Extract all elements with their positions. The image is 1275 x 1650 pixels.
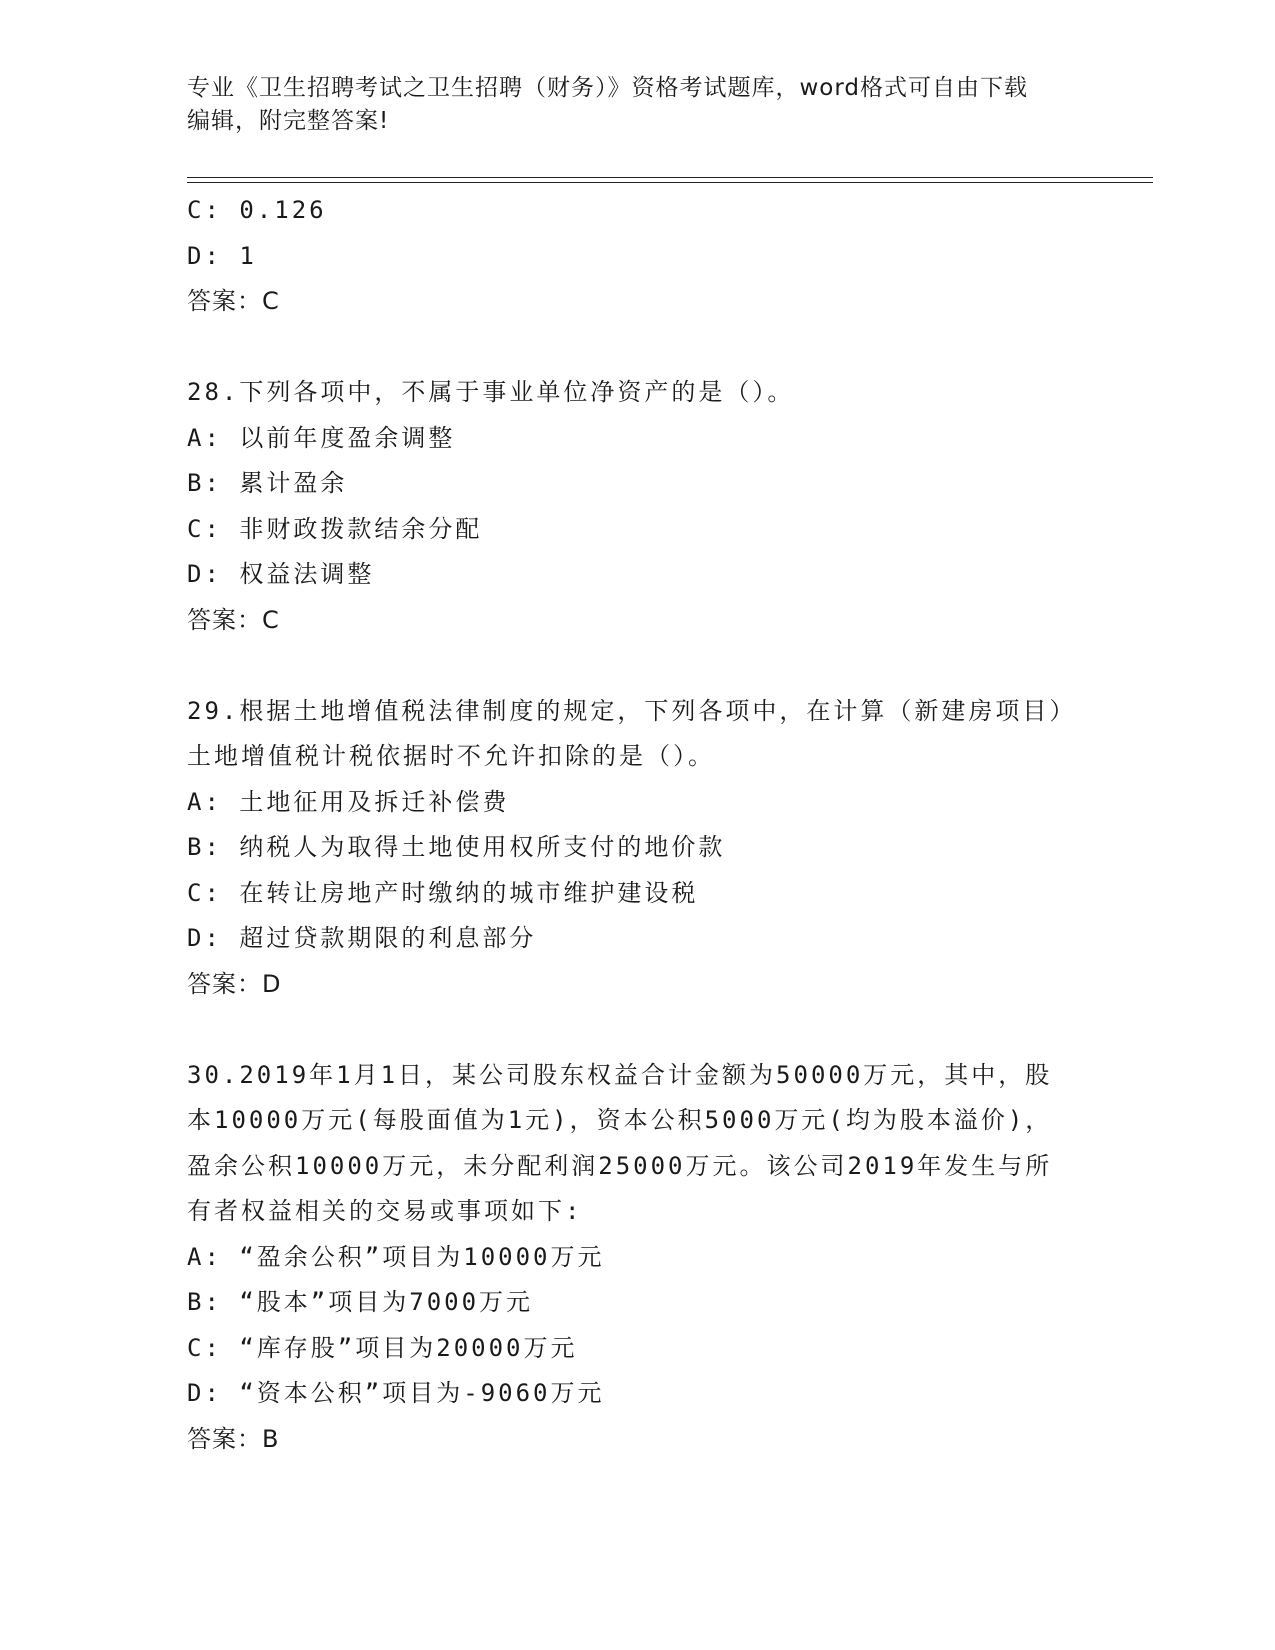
header-divider-top (187, 177, 1153, 178)
option-b: B: 累计盈余 (187, 469, 348, 497)
document-body (187, 188, 1087, 1462)
spacer (187, 1007, 1087, 1053)
question-block-continued (187, 188, 1087, 325)
answer-line: 答案：C (187, 605, 280, 634)
option-d: D: 权益法调整 (187, 560, 375, 588)
question-text: 28.下列各项中，不属于事业单位净资产的是（）。 (187, 378, 795, 406)
document-header (187, 72, 1087, 138)
spacer (187, 325, 1087, 371)
option-a: A: 以前年度盈余调整 (187, 423, 456, 452)
option-a: A: “盈余公积”项目为10000万元 (187, 1242, 605, 1271)
option-c: C: 非财政拨款结余分配 (187, 514, 483, 543)
header-line-1: 专业《卫生招聘考试之卫生招聘（财务）》资格考试题库，word格式可自由下载 (187, 75, 1029, 101)
question-block-30 (187, 1053, 1087, 1463)
option-b: B: 纳税人为取得土地使用权所支付的地价款 (187, 833, 726, 861)
header-line-2: 编辑，附完整答案! (187, 108, 390, 134)
answer-line: 答案：B (187, 1424, 280, 1453)
option-a: A: 土地征用及拆迁补偿费 (187, 787, 510, 816)
question-text: 30.2019年1月1日，某公司股东权益合计金额为50000万元，其中，股本10000万元(每股面值为1元)，资本公积5000万元(均为股本溢价)，盈余公积10000万元，未分配利润25000万元。该公司2019年发生与所有者权益相关的交易或事项如下: (187, 1060, 1053, 1225)
spacer (187, 643, 1087, 689)
option-b: B: “股本”项目为7000万元 (187, 1288, 534, 1316)
option-d: D: “资本公积”项目为-9060万元 (187, 1379, 605, 1407)
answer-line: 答案：C (187, 287, 280, 315)
question-block-29 (187, 689, 1087, 1008)
option-d: D: 超过贷款期限的利息部分 (187, 924, 537, 952)
option-c: C: 0.126 (187, 196, 327, 224)
option-c: C: 在转让房地产时缴纳的城市维护建设税 (187, 878, 699, 907)
question-block-28 (187, 370, 1087, 643)
answer-line: 答案：D (187, 969, 282, 998)
option-d: D: 1 (187, 241, 257, 270)
question-text: 29.根据土地增值税法律制度的规定，下列各项中，在计算（新建房项目）土地增值税计税依据时不允许扣除的是（）。 (187, 696, 1065, 770)
header-divider-bottom (187, 182, 1153, 183)
option-c: C: “库存股”项目为20000万元 (187, 1333, 578, 1362)
